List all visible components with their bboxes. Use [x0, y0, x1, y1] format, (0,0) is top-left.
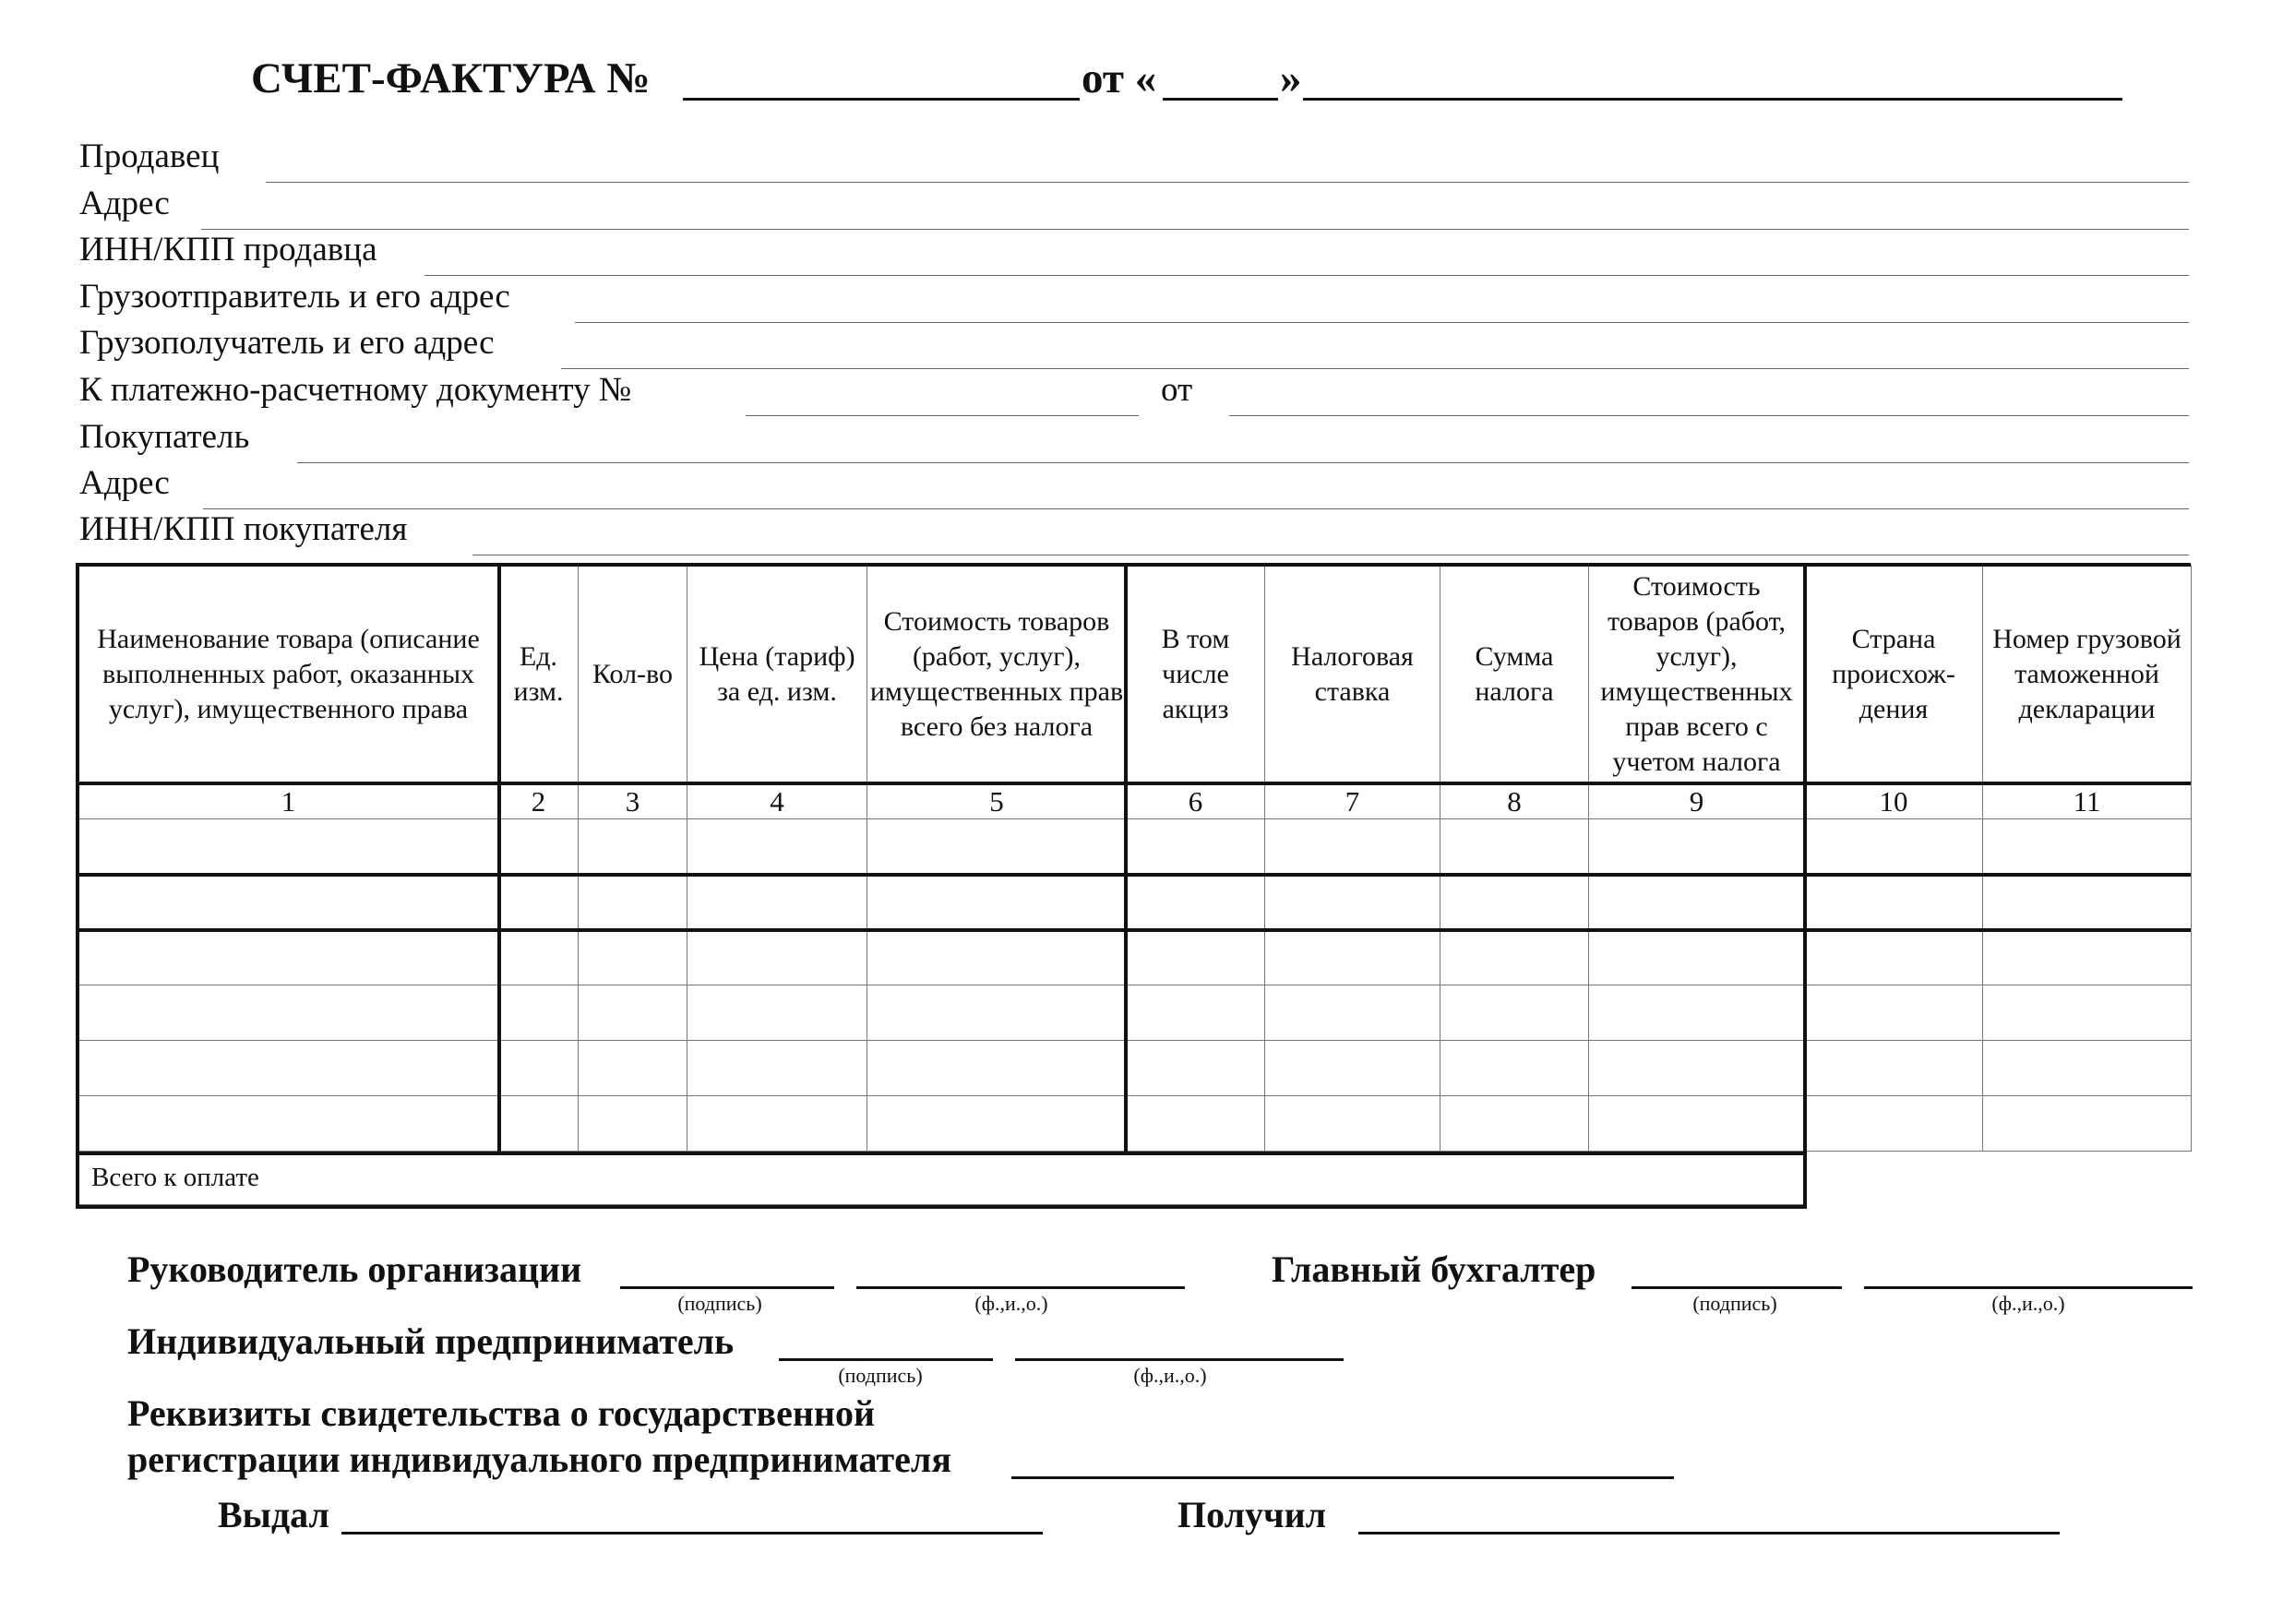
column-number: 9 — [1589, 784, 1805, 819]
table-cell[interactable] — [1983, 985, 2192, 1041]
issued-line[interactable] — [341, 1532, 1043, 1534]
table-cell[interactable] — [499, 1096, 579, 1152]
table-cell[interactable] — [687, 930, 867, 985]
entrepreneur-label: Индивидуальный предприниматель — [127, 1320, 735, 1362]
table-cell[interactable] — [867, 875, 1127, 930]
table-cell[interactable] — [1589, 819, 1805, 875]
buyer-address-field[interactable] — [203, 508, 2189, 509]
table-total-top-border — [76, 1152, 1807, 1155]
table-cell[interactable] — [1440, 1096, 1589, 1152]
director-name-line[interactable] — [856, 1286, 1185, 1289]
issued-label: Выдал — [218, 1494, 329, 1535]
column-number: 1 — [78, 784, 499, 819]
table-cell[interactable] — [499, 819, 579, 875]
column-number: 6 — [1127, 784, 1265, 819]
director-signature-hint: (подпись) — [677, 1292, 762, 1315]
payment-doc-label: К платежно-расчетному документу № — [79, 371, 632, 409]
seller-address-field[interactable] — [201, 229, 2189, 230]
header-cost-with-tax: Стоимость товаров (работ, услуг), имущественных прав всего с учетом налога — [1589, 566, 1805, 784]
table-cell[interactable] — [1589, 875, 1805, 930]
table-cell[interactable] — [1589, 985, 1805, 1041]
table-cell[interactable] — [499, 930, 579, 985]
buyer-label: Покупатель — [79, 418, 250, 456]
column-number: 5 — [867, 784, 1127, 819]
invoice-table — [78, 565, 2192, 1205]
table-cell[interactable] — [579, 1096, 687, 1152]
table-cell[interactable] — [1265, 875, 1440, 930]
registration-label-line2: регистрации индивидуального предпринимателя — [127, 1439, 951, 1480]
payment-doc-number-field[interactable] — [746, 415, 1139, 416]
table-row — [78, 819, 2192, 875]
table-cell[interactable] — [867, 930, 1127, 985]
accountant-signature-line[interactable] — [1632, 1286, 1842, 1289]
table-cell[interactable] — [1805, 930, 1983, 985]
table-cell[interactable] — [1127, 819, 1265, 875]
accountant-name-line[interactable] — [1864, 1286, 2193, 1289]
table-number-row — [78, 784, 2192, 819]
table-cell[interactable] — [1589, 1041, 1805, 1096]
column-number: 8 — [1440, 784, 1589, 819]
received-line[interactable] — [1358, 1532, 2060, 1534]
invoice-month-year-line[interactable] — [1303, 98, 2122, 101]
table-cell[interactable] — [579, 819, 687, 875]
table-row-divider — [76, 873, 2191, 877]
shipper-field[interactable] — [575, 322, 2189, 323]
chief-accountant-label: Главный бухгалтер — [1272, 1248, 1596, 1290]
table-cell[interactable] — [1265, 985, 1440, 1041]
consignee-label: Грузополучатель и его адрес — [79, 324, 495, 362]
table-cell[interactable] — [867, 1041, 1127, 1096]
table-cell[interactable] — [78, 875, 499, 930]
table-divider-col5 — [1124, 563, 1128, 1153]
table-cell[interactable] — [867, 985, 1127, 1041]
table-cell[interactable] — [1127, 1041, 1265, 1096]
table-bottom-border — [76, 1205, 1807, 1209]
table-cell[interactable] — [1805, 1096, 1983, 1152]
table-cell[interactable] — [867, 1096, 1127, 1152]
registration-field-line[interactable] — [1011, 1476, 1674, 1479]
table-cell[interactable] — [78, 819, 499, 875]
table-cell[interactable] — [687, 985, 867, 1041]
table-cell[interactable] — [499, 1041, 579, 1096]
column-number: 11 — [1983, 784, 2192, 819]
table-cell[interactable] — [1805, 985, 1983, 1041]
invoice-title-text: СЧЕТ-ФАКТУРА № — [251, 54, 651, 102]
header-unit: Ед. изм. — [499, 566, 579, 784]
table-row — [78, 875, 2192, 930]
table-cell[interactable] — [579, 985, 687, 1041]
table-cell[interactable] — [1805, 1041, 1983, 1096]
seller-label: Продавец — [79, 137, 220, 175]
table-header-row — [78, 566, 2192, 784]
payment-doc-date-field[interactable] — [1229, 415, 2189, 416]
header-tax-amount: Сумма налога — [1440, 566, 1589, 784]
table-cell[interactable] — [78, 1041, 499, 1096]
table-cell[interactable] — [1440, 819, 1589, 875]
table-cell[interactable] — [687, 1041, 867, 1096]
header-cost-without-tax: Стоимость товаров (работ, услуг), имущественных прав всего без налога — [867, 566, 1127, 784]
table-divider-col9 — [1803, 563, 1807, 1209]
header-customs-declaration: Номер грузовой таможенной декларации — [1983, 566, 2192, 784]
table-cell[interactable] — [1440, 930, 1589, 985]
table-left-border — [76, 563, 79, 1209]
table-cell[interactable] — [1983, 930, 2192, 985]
table-cell[interactable] — [579, 930, 687, 985]
received-label: Получил — [1177, 1494, 1327, 1535]
table-row — [78, 1041, 2192, 1096]
table-cell[interactable] — [1440, 1041, 1589, 1096]
header-excise: В том числе акциз — [1127, 566, 1265, 784]
table-row — [78, 1096, 2192, 1152]
table-cell[interactable] — [1805, 875, 1983, 930]
invoice-date-prefix: от « — [1082, 54, 1157, 102]
table-cell[interactable] — [1265, 1096, 1440, 1152]
column-number: 4 — [687, 784, 867, 819]
buyer-address-label: Адрес — [79, 464, 170, 502]
table-cell[interactable] — [1983, 1041, 2192, 1096]
table-cell[interactable] — [867, 819, 1127, 875]
table-cell[interactable] — [1127, 1096, 1265, 1152]
table-empty-cell — [1805, 1152, 2192, 1205]
invoice-title — [251, 54, 651, 103]
table-cell[interactable] — [1805, 819, 1983, 875]
seller-inn-label: ИНН/КПП продавца — [79, 231, 377, 269]
header-tax-rate: Налоговая ставка — [1265, 566, 1440, 784]
table-row-divider — [76, 928, 2191, 932]
header-quantity: Кол-во — [579, 566, 687, 784]
table-cell[interactable] — [1265, 819, 1440, 875]
table-cell[interactable] — [1265, 930, 1440, 985]
column-number: 2 — [499, 784, 579, 819]
accountant-name-hint: (ф.,и.,о.) — [1991, 1292, 2065, 1315]
table-cell[interactable] — [1265, 1041, 1440, 1096]
seller-inn-field[interactable] — [424, 275, 2189, 276]
table-cell[interactable] — [579, 1041, 687, 1096]
table-cell[interactable] — [1983, 819, 2192, 875]
table-cell[interactable] — [499, 985, 579, 1041]
entrepreneur-name-hint: (ф.,и.,о.) — [1133, 1364, 1207, 1387]
invoice-number-line[interactable] — [683, 98, 1080, 101]
table-cell[interactable] — [1589, 930, 1805, 985]
table-row — [78, 985, 2192, 1041]
table-top-border — [76, 563, 2191, 567]
table-total-row — [78, 1152, 2192, 1205]
director-signature-line[interactable] — [620, 1286, 834, 1289]
table-cell[interactable] — [1983, 875, 2192, 930]
header-price: Цена (тариф) за ед. изм. — [687, 566, 867, 784]
column-number: 7 — [1265, 784, 1440, 819]
table-cell[interactable] — [1127, 875, 1265, 930]
table-cell[interactable] — [1440, 875, 1589, 930]
seller-field[interactable] — [266, 182, 2189, 183]
consignee-field[interactable] — [561, 368, 2189, 369]
total-label: Всего к оплате — [78, 1152, 1805, 1205]
buyer-field[interactable] — [297, 462, 2189, 463]
table-cell[interactable] — [579, 875, 687, 930]
table-cell[interactable] — [1127, 985, 1265, 1041]
accountant-signature-hint: (подпись) — [1692, 1292, 1777, 1315]
table-cell[interactable] — [687, 875, 867, 930]
entrepreneur-signature-hint: (подпись) — [838, 1364, 923, 1387]
table-row — [78, 930, 2192, 985]
entrepreneur-signature-line[interactable] — [779, 1358, 993, 1361]
entrepreneur-name-line[interactable] — [1015, 1358, 1344, 1361]
table-cell[interactable] — [1127, 930, 1265, 985]
invoice-date-suffix: » — [1280, 54, 1302, 102]
seller-address-label: Адрес — [79, 185, 170, 222]
table-cell[interactable] — [1983, 1096, 2192, 1152]
table-divider-col1 — [497, 563, 501, 1153]
invoice-day-line[interactable] — [1163, 98, 1278, 101]
shipper-label: Грузоотправитель и его адрес — [79, 278, 510, 316]
buyer-inn-label: ИНН/КПП покупателя — [79, 510, 408, 548]
header-country: Страна происхож-дения — [1805, 566, 1983, 784]
director-name-hint: (ф.,и.,о.) — [974, 1292, 1048, 1315]
table-cell[interactable] — [1440, 985, 1589, 1041]
column-number: 10 — [1805, 784, 1983, 819]
director-label: Руководитель организации — [127, 1248, 582, 1290]
header-product-name: Наименование товара (описание выполненных работ, оказанных услуг), имущественного права — [78, 566, 499, 784]
table-cell[interactable] — [78, 930, 499, 985]
table-cell[interactable] — [687, 1096, 867, 1152]
table-cell[interactable] — [499, 875, 579, 930]
table-cell[interactable] — [1589, 1096, 1805, 1152]
table-cell[interactable] — [78, 1096, 499, 1152]
payment-doc-from-label: от — [1161, 371, 1193, 409]
column-number: 3 — [579, 784, 687, 819]
registration-label-line1: Реквизиты свидетельства о государственной — [127, 1392, 875, 1434]
table-cell[interactable] — [687, 819, 867, 875]
table-header-bottom-border — [76, 782, 2191, 785]
table-cell[interactable] — [78, 985, 499, 1041]
